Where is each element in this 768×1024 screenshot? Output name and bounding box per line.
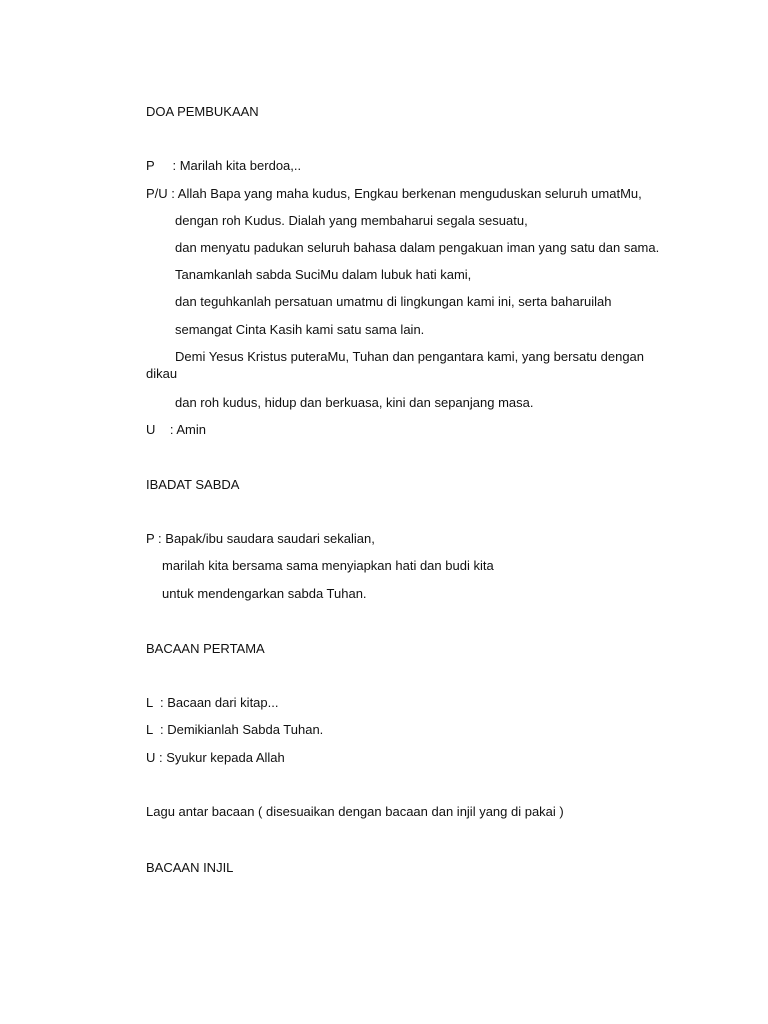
line-p-marilah: P : Marilah kita berdoa,..	[146, 158, 302, 173]
line-roh-kudus: dengan roh Kudus. Dialah yang membaharui segala sesuatu,	[175, 213, 528, 228]
line-teguhkanlah: dan teguhkanlah persatuan umatmu di lingkungan kami ini, serta baharuilah	[175, 294, 612, 309]
line-dan-roh-kudus: dan roh kudus, hidup dan berkuasa, kini dan sepanjang masa.	[175, 395, 534, 410]
heading-bacaan-injil: BACAAN INJIL	[146, 860, 234, 875]
line-pu-allah-bapa: P/U : Allah Bapa yang maha kudus, Engkau berkenan menguduskan seluruh umatMu,	[146, 186, 642, 201]
line-menyatu: dan menyatu padukan seluruh bahasa dalam pengakuan iman yang satu dan sama.	[175, 240, 660, 255]
heading-ibadat-sabda: IBADAT SABDA	[146, 477, 240, 492]
heading-doa-pembukaan: DOA PEMBUKAAN	[146, 104, 259, 119]
line-demikianlah: L : Demikianlah Sabda Tuhan.	[146, 722, 324, 737]
line-cinta-kasih: semangat Cinta Kasih kami satu sama lain.	[175, 322, 425, 337]
line-mendengarkan-sabda: untuk mendengarkan sabda Tuhan.	[162, 586, 367, 601]
line-u-amin: U : Amin	[146, 422, 206, 437]
line-demi-yesus: Demi Yesus Kristus puteraMu, Tuhan dan pengantara kami, yang bersatu dengan	[175, 349, 645, 364]
line-p-bapak-ibu: P : Bapak/ibu saudara saudari sekalian,	[146, 531, 375, 546]
line-bacaan-dari-kitap: L : Bacaan dari kitap...	[146, 695, 279, 710]
line-syukur: U : Syukur kepada Allah	[146, 750, 285, 765]
line-menyiapkan-hati: marilah kita bersama sama menyiapkan hati dan budi kita	[162, 558, 494, 573]
heading-bacaan-pertama: BACAAN PERTAMA	[146, 641, 265, 656]
line-dikau: dikau	[146, 366, 178, 381]
line-lagu-antar-bacaan: Lagu antar bacaan ( disesuaikan dengan bacaan dan injil yang di pakai )	[146, 804, 564, 819]
line-tanamkanlah: Tanamkanlah sabda SuciMu dalam lubuk hati kami,	[175, 267, 472, 282]
